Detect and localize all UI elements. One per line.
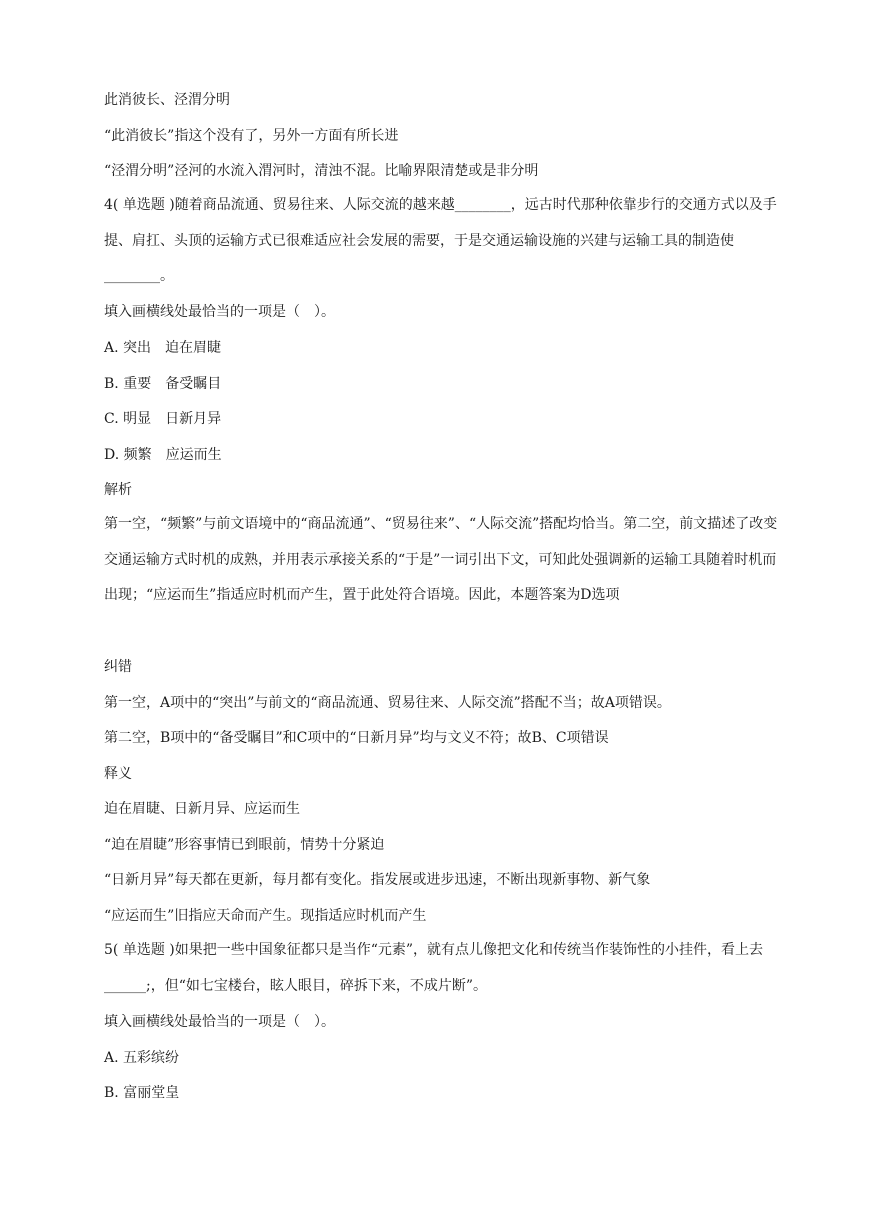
- definition-line-1: “迫在眉睫”形容事情已到眼前，情势十分紧迫: [104, 837, 385, 853]
- question-5-stem: 5( 单选题 )如果把一些中国象征都只是当作“元素”，就有点儿像把文化和传统当作装饰性的小挂件，看上去______;，但“如七宝楼台，眩人眼目，碎拆下来，不成片断”。: [104, 942, 764, 994]
- correction-line-1: 第一空，A项中的“突出”与前文的“商品流通、贸易往来、人际交流”搭配不当；故A项错误。: [104, 695, 671, 711]
- question-4-prompt: 填入画横线处最恰当的一项是（ ）。: [104, 304, 335, 320]
- question-4-option-b: B. 重要 备受瞩目: [104, 376, 222, 392]
- question-4-option-a: A. 突出 迫在眉睫: [104, 340, 222, 356]
- section-heading-analysis: 解析: [104, 482, 132, 498]
- question-5-option-a: A. 五彩缤纷: [104, 1050, 180, 1066]
- definition-terms: 迫在眉睫、日新月异、应运而生: [104, 801, 300, 817]
- text-line-1: 此消彼长、泾渭分明: [104, 92, 230, 108]
- definition-line-2: “日新月异”每天都在更新，每月都有变化。指发展或进步迅速，不断出现新事物、新气象: [104, 872, 651, 888]
- section-heading-definition: 释义: [104, 766, 132, 782]
- question-5-prompt: 填入画横线处最恰当的一项是（ ）。: [104, 1014, 335, 1030]
- text-line-3: “泾渭分明”泾河的水流入渭河时，清浊不混。比喻界限清楚或是非分明: [104, 163, 539, 179]
- text-line-2: “此消彼长”指这个没有了，另外一方面有所长进: [104, 128, 399, 144]
- question-4-stem: 4( 单选题 )随着商品流通、贸易往来、人际交流的越来越________，远古时代那种依靠步行的交通方式以及手提、肩扛、头顶的运输方式已很难适应社会发展的需要，于是交通运输设施的兴建与运输工具的制造使________。: [104, 197, 777, 284]
- correction-line-2: 第二空，B项中的“备受瞩目”和C项中的“日新月异”均与文义不符；故B、C项错误: [104, 730, 609, 746]
- question-5-option-b: B. 富丽堂皇: [104, 1085, 180, 1101]
- analysis-paragraph: 第一空，“频繁”与前文语境中的“商品流通”、“贸易往来”、“人际交流”搭配均恰当。第二空，前文描述了改变交通运输方式时机的成熟，并用表示承接关系的“于是”一词引出下文，可知此处强调新的运输工具随着时机而出现；“应运而生”指适应时机而产生，置于此处符合语境。因此，本题答案为D选项: [104, 516, 778, 603]
- question-4-option-c: C. 明显 日新月异: [104, 411, 222, 427]
- question-4-option-d: D. 频繁 应运而生: [104, 447, 222, 463]
- definition-line-3: “应运而生”旧指应天命而产生。现指适应时机而产生: [104, 908, 427, 924]
- section-heading-correction: 纠错: [104, 659, 132, 675]
